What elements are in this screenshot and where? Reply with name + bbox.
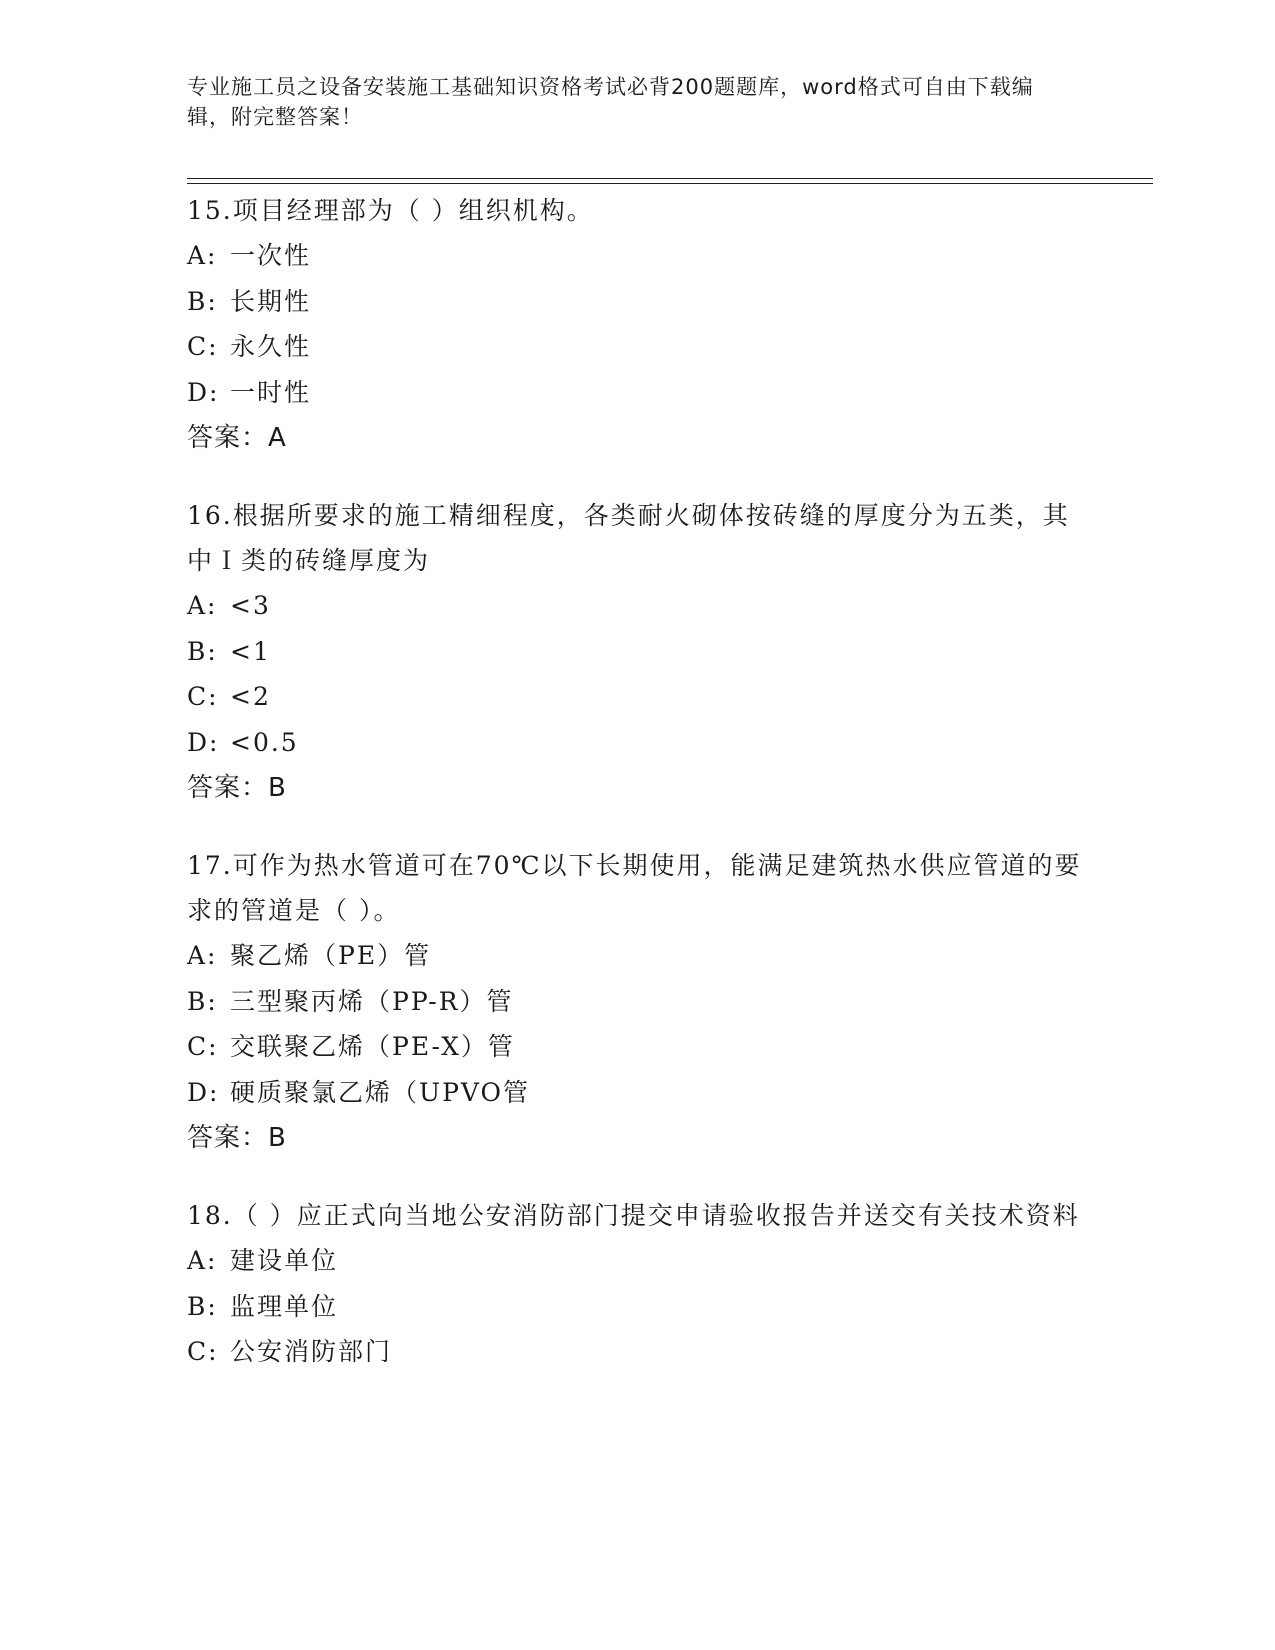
option-text: <0.5 (230, 727, 299, 757)
option-key: B: (187, 986, 218, 1016)
option-key: B: (187, 636, 218, 666)
option-d (187, 720, 1087, 766)
question-text: 16.根据所要求的施工精细程度，各类耐火砌体按砖缝的厚度分为五类，其中Ｉ类的砖缝厚度为 (187, 501, 1070, 575)
option-text: 三型聚丙烯（PP-R）管 (230, 986, 514, 1016)
option-text: 建设单位 (230, 1246, 339, 1275)
option-key: A: (187, 941, 218, 970)
option-text: <2 (230, 682, 271, 711)
option-key: D: (187, 1077, 220, 1107)
option-key: B: (187, 286, 218, 316)
question-text: 18.（ ）应正式向当地公安消防部门提交申请验收报告并送交有关技术资料 (187, 1201, 1080, 1230)
option-c (187, 674, 1087, 720)
option-key: C: (187, 1337, 219, 1366)
option-key: A: (187, 241, 218, 270)
document-header: 专业施工员之设备安装施工基础知识资格考试必背200题题库，word格式可自由下载编辑，附完整答案！ (187, 75, 1034, 129)
option-d (187, 370, 1087, 416)
question-text: 15.项目经理部为（ ）组织机构。 (187, 196, 594, 225)
option-text: 一时性 (230, 377, 312, 407)
question-15 (187, 188, 1087, 461)
option-text: 公安消防部门 (230, 1337, 393, 1366)
option-key: D: (187, 727, 220, 757)
option-a (187, 583, 1087, 629)
header-divider-top (187, 178, 1153, 179)
option-a (187, 233, 1087, 279)
answer-label: 答案：B (187, 773, 287, 803)
option-text: 长期性 (230, 286, 312, 316)
option-text: 硬质聚氯乙烯（UPVO管 (230, 1077, 531, 1107)
option-c (187, 1329, 1087, 1375)
header-divider-bottom (187, 183, 1153, 184)
option-text: 监理单位 (230, 1291, 339, 1321)
option-b (187, 279, 1087, 325)
option-key: A: (187, 591, 218, 620)
option-c (187, 324, 1087, 370)
option-text: 一次性 (230, 241, 312, 270)
option-c (187, 1024, 1087, 1070)
option-key: B: (187, 1291, 218, 1321)
option-text: <3 (230, 591, 271, 620)
option-b (187, 629, 1087, 675)
option-key: C: (187, 682, 219, 711)
question-16 (187, 493, 1087, 811)
option-d (187, 1070, 1087, 1116)
option-text: 交联聚乙烯（PE-X）管 (230, 1032, 515, 1061)
option-b (187, 1284, 1087, 1330)
option-key: C: (187, 332, 219, 361)
question-18 (187, 1193, 1087, 1375)
option-key: C: (187, 1032, 219, 1061)
option-text: 聚乙烯（PE）管 (230, 941, 432, 970)
option-key: A: (187, 1246, 218, 1275)
question-list (187, 188, 1087, 1407)
question-text: 17.可作为热水管道可在70℃以下长期使用，能满足建筑热水供应管道的要求的管道是（ ）。 (187, 851, 1082, 925)
answer-label: 答案：B (187, 1123, 287, 1153)
option-a (187, 933, 1087, 979)
option-a (187, 1238, 1087, 1284)
option-text: <1 (230, 636, 271, 666)
answer-label: 答案：A (187, 423, 287, 453)
option-key: D: (187, 377, 220, 407)
question-17 (187, 843, 1087, 1161)
option-text: 永久性 (230, 332, 312, 361)
option-b (187, 979, 1087, 1025)
